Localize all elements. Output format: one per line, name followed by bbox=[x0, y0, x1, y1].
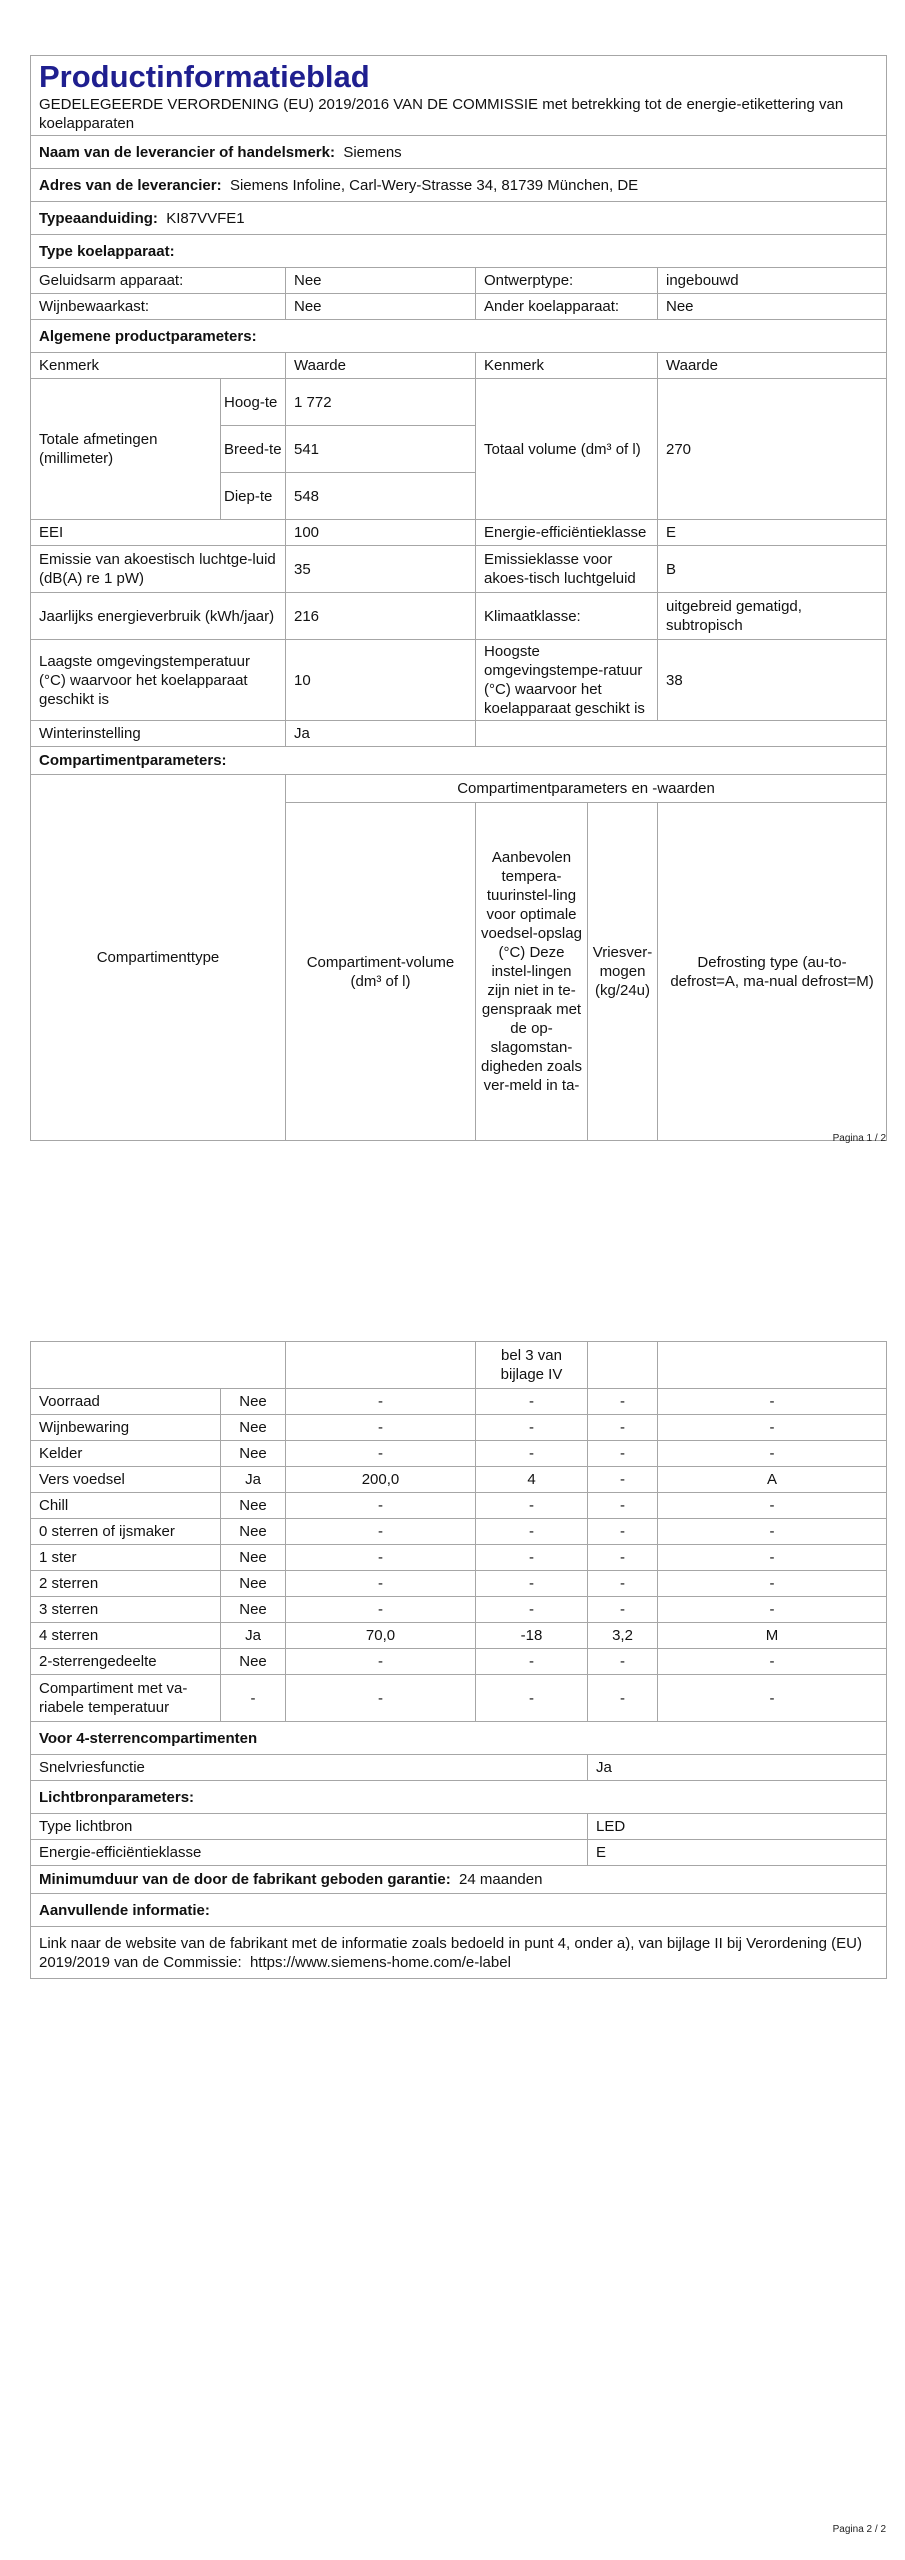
compartment-type: Kelder bbox=[31, 1441, 221, 1467]
extra-info-heading: Aanvullende informatie: bbox=[31, 1894, 887, 1927]
compartment-present: Nee bbox=[221, 1441, 286, 1467]
compartment-rows bbox=[31, 1389, 887, 1722]
compartment-type: Wijnbewaring bbox=[31, 1415, 221, 1441]
empty-cell bbox=[658, 1342, 887, 1389]
compartment-present: Nee bbox=[221, 1649, 286, 1675]
winter-setting-label: Winterinstelling bbox=[31, 721, 286, 747]
compartment-freezing-capacity: - bbox=[588, 1675, 658, 1722]
param-value: E bbox=[658, 520, 887, 546]
compartment-freezing-capacity: - bbox=[588, 1415, 658, 1441]
param-label: Emissieklasse voor akoes-tisch luchtgeluid bbox=[476, 546, 658, 593]
compartment-freezing-capacity: 3,2 bbox=[588, 1623, 658, 1649]
param-label: Laagste omgevingstemperatuur (°C) waarvoor het koelapparaat geschikt is bbox=[31, 640, 286, 721]
table-row bbox=[31, 1649, 887, 1675]
compartment-temperature: - bbox=[476, 1545, 588, 1571]
param-label: EEI bbox=[31, 520, 286, 546]
compartment-present: Nee bbox=[221, 1415, 286, 1441]
param-value: B bbox=[658, 546, 887, 593]
dimension-height-value: 1 772 bbox=[286, 379, 476, 426]
type-label: Ontwerptype: bbox=[476, 268, 658, 294]
compartment-temperature: - bbox=[476, 1597, 588, 1623]
empty-cell bbox=[476, 721, 887, 747]
param-value: uitgebreid gematigd, subtropisch bbox=[658, 593, 887, 640]
compartment-freezing-capacity: - bbox=[588, 1597, 658, 1623]
fast-freeze-label: Snelvriesfunctie bbox=[31, 1755, 588, 1781]
empty-cell bbox=[588, 1342, 658, 1389]
param-label: Hoogste omgevingstempe-ratuur (°C) waarvoor het koelapparaat geschikt is bbox=[476, 640, 658, 721]
compartment-type: 3 sterren bbox=[31, 1597, 221, 1623]
dimension-height-label: Hoog-te bbox=[221, 379, 286, 426]
compartment-type: Chill bbox=[31, 1493, 221, 1519]
compartment-present: Nee bbox=[221, 1545, 286, 1571]
compartment-temperature: - bbox=[476, 1441, 588, 1467]
extra-info-text: Link naar de website van de fabrikant met de informatie zoals bedoeld in punt 4, onder a), van bijlage II bij Verordening (EU) 2019/2019 van de Commissie: bbox=[39, 1934, 862, 1971]
compartment-defrost-type: - bbox=[658, 1415, 887, 1441]
type-section-heading: Type koelapparaat: bbox=[31, 235, 887, 268]
compartment-freezing-capacity: - bbox=[588, 1389, 658, 1415]
defrosting-type-header: Defrosting type (au-to-defrost=A, ma-nual defrost=M) bbox=[658, 803, 887, 1141]
compartment-defrost-type: - bbox=[658, 1493, 887, 1519]
compartment-present: Nee bbox=[221, 1571, 286, 1597]
compartment-volume-header: Compartiment-volume (dm³ of l) bbox=[286, 803, 476, 1141]
compartment-freezing-capacity: - bbox=[588, 1441, 658, 1467]
compartment-defrost-type: - bbox=[658, 1441, 887, 1467]
supplier-address-value: Siemens Infoline, Carl-Wery-Strasse 34, 81739 München, DE bbox=[229, 176, 639, 194]
empty-cell bbox=[31, 1342, 286, 1389]
column-header-waarde: Waarde bbox=[658, 353, 887, 379]
compartment-type: 4 sterren bbox=[31, 1623, 221, 1649]
compartment-volume: 70,0 bbox=[286, 1623, 476, 1649]
model-row bbox=[31, 202, 887, 235]
header-cell bbox=[31, 56, 887, 136]
table-row bbox=[31, 1623, 887, 1649]
page-number: Pagina 2 / 2 bbox=[832, 2524, 886, 2535]
compartment-group-header: Compartimentparameters en -waarden bbox=[286, 775, 887, 803]
extra-info-row bbox=[31, 1927, 887, 1979]
param-value: 38 bbox=[658, 640, 887, 721]
compartment-freezing-capacity: - bbox=[588, 1519, 658, 1545]
compartment-type: 0 sterren of ijsmaker bbox=[31, 1519, 221, 1545]
compartment-volume: - bbox=[286, 1493, 476, 1519]
param-label: Jaarlijks energieverbruik (kWh/jaar) bbox=[31, 593, 286, 640]
compartment-defrost-type: - bbox=[658, 1675, 887, 1722]
general-section-heading: Algemene productparameters: bbox=[31, 320, 887, 353]
param-label: Emissie van akoestisch luchtge-luid (dB(A) re 1 pW) bbox=[31, 546, 286, 593]
warranty-label: Minimumduur van de door de fabrikant geboden garantie: bbox=[39, 1871, 451, 1888]
empty-cell bbox=[286, 1342, 476, 1389]
compartment-volume: - bbox=[286, 1545, 476, 1571]
compartment-freezing-capacity: - bbox=[588, 1571, 658, 1597]
compartment-continued-table bbox=[30, 1341, 887, 1979]
compartment-temperature: - bbox=[476, 1415, 588, 1441]
table-row bbox=[31, 1675, 887, 1722]
light-type-label: Type lichtbron bbox=[31, 1814, 588, 1840]
warranty-value: 24 maanden bbox=[459, 1871, 543, 1888]
compartment-section-heading: Compartimentparameters: bbox=[31, 747, 887, 775]
compartment-volume: - bbox=[286, 1441, 476, 1467]
light-class-label: Energie-efficiëntieklasse bbox=[31, 1840, 588, 1866]
compartment-type-header: Compartimenttype bbox=[31, 775, 286, 1141]
compartment-volume: - bbox=[286, 1597, 476, 1623]
supplier-address-label: Adres van de leverancier: bbox=[39, 176, 222, 194]
compartment-defrost-type: - bbox=[658, 1649, 887, 1675]
compartment-volume: 200,0 bbox=[286, 1467, 476, 1493]
compartment-volume: - bbox=[286, 1389, 476, 1415]
light-class-value: E bbox=[588, 1840, 887, 1866]
product-info-table bbox=[30, 55, 887, 1141]
compartment-freezing-capacity: - bbox=[588, 1649, 658, 1675]
compartment-temperature: 4 bbox=[476, 1467, 588, 1493]
param-label: Energie-efficiëntieklasse bbox=[476, 520, 658, 546]
supplier-name-row bbox=[31, 136, 887, 169]
param-value: 35 bbox=[286, 546, 476, 593]
compartment-freezing-capacity: - bbox=[588, 1467, 658, 1493]
compartment-defrost-type: - bbox=[658, 1571, 887, 1597]
param-label: Klimaatklasse: bbox=[476, 593, 658, 640]
dimension-depth-value: 548 bbox=[286, 473, 476, 520]
table-row bbox=[31, 1467, 887, 1493]
type-label: Geluidsarm apparaat: bbox=[31, 268, 286, 294]
table-row bbox=[31, 1415, 887, 1441]
total-volume-value: 270 bbox=[658, 379, 887, 520]
column-header-waarde: Waarde bbox=[286, 353, 476, 379]
compartment-type: 2-sterrengedeelte bbox=[31, 1649, 221, 1675]
compartment-defrost-type: A bbox=[658, 1467, 887, 1493]
type-value: ingebouwd bbox=[658, 268, 887, 294]
winter-setting-value: Ja bbox=[286, 721, 476, 747]
dimension-depth-label: Diep-te bbox=[221, 473, 286, 520]
compartment-volume: - bbox=[286, 1649, 476, 1675]
compartment-type: Vers voedsel bbox=[31, 1467, 221, 1493]
compartment-temperature: - bbox=[476, 1571, 588, 1597]
compartment-temperature: - bbox=[476, 1389, 588, 1415]
compartment-present: Nee bbox=[221, 1597, 286, 1623]
light-section-heading: Lichtbronparameters: bbox=[31, 1781, 887, 1814]
compartment-temperature: - bbox=[476, 1649, 588, 1675]
page-number: Pagina 1 / 2 bbox=[832, 1133, 886, 1144]
param-value: 10 bbox=[286, 640, 476, 721]
compartment-defrost-type: - bbox=[658, 1519, 887, 1545]
compartment-volume: - bbox=[286, 1571, 476, 1597]
compartment-temperature: - bbox=[476, 1519, 588, 1545]
regulation-subtitle: GEDELEGEERDE VERORDENING (EU) 2019/2016 VAN DE COMMISSIE met betrekking tot de energie-etikettering van koelapparaten bbox=[39, 96, 844, 132]
type-label: Ander koelapparaat: bbox=[476, 294, 658, 320]
column-header-kenmerk: Kenmerk bbox=[31, 353, 286, 379]
page-1 bbox=[30, 55, 886, 1191]
e-label-link[interactable]: https://www.siemens-home.com/e-label bbox=[249, 1953, 511, 1971]
type-value: Nee bbox=[286, 268, 476, 294]
warranty-row bbox=[31, 1866, 887, 1894]
compartment-volume: - bbox=[286, 1519, 476, 1545]
recommended-temperature-header-continued: bel 3 van bijlage IV bbox=[476, 1342, 588, 1389]
param-value: 216 bbox=[286, 593, 476, 640]
supplier-name-value: Siemens bbox=[343, 143, 402, 161]
table-row bbox=[31, 1597, 887, 1623]
compartment-defrost-type: - bbox=[658, 1597, 887, 1623]
dimension-width-label: Breed-te bbox=[221, 426, 286, 473]
type-label: Wijnbewaarkast: bbox=[31, 294, 286, 320]
model-label: Typeaanduiding: bbox=[39, 209, 158, 227]
dimension-width-value: 541 bbox=[286, 426, 476, 473]
compartment-freezing-capacity: - bbox=[588, 1545, 658, 1571]
compartment-present: Nee bbox=[221, 1519, 286, 1545]
compartment-defrost-type: M bbox=[658, 1623, 887, 1649]
supplier-address-row bbox=[31, 169, 887, 202]
compartment-present: Nee bbox=[221, 1493, 286, 1519]
param-value: 100 bbox=[286, 520, 476, 546]
fast-freeze-value: Ja bbox=[588, 1755, 887, 1781]
table-row bbox=[31, 1441, 887, 1467]
type-value: Nee bbox=[286, 294, 476, 320]
dimensions-label: Totale afmetingen (millimeter) bbox=[31, 379, 221, 520]
compartment-type: 2 sterren bbox=[31, 1571, 221, 1597]
compartment-volume: - bbox=[286, 1675, 476, 1722]
compartment-type: Compartiment met va-riabele temperatuur bbox=[31, 1675, 221, 1722]
freezing-capacity-header: Vriesver-mogen (kg/24u) bbox=[588, 803, 658, 1141]
column-header-kenmerk: Kenmerk bbox=[476, 353, 658, 379]
compartment-present: - bbox=[221, 1675, 286, 1722]
compartment-temperature: - bbox=[476, 1493, 588, 1519]
compartment-freezing-capacity: - bbox=[588, 1493, 658, 1519]
model-value: KI87VVFE1 bbox=[166, 209, 245, 227]
table-row bbox=[31, 1493, 887, 1519]
compartment-type: Voorraad bbox=[31, 1389, 221, 1415]
table-row bbox=[31, 1571, 887, 1597]
compartment-volume: - bbox=[286, 1415, 476, 1441]
compartment-present: Nee bbox=[221, 1389, 286, 1415]
recommended-temperature-header: Aanbevolen tempera-tuurinstel-ling voor optimale voedsel-opslag (°C) Deze instel-lingen zijn niet in te-genspraak met de op-slagomstan-digheden zoals ver-meld in ta- bbox=[476, 803, 588, 1141]
compartment-defrost-type: - bbox=[658, 1389, 887, 1415]
type-value: Nee bbox=[658, 294, 887, 320]
supplier-name-label: Naam van de leverancier of handelsmerk: bbox=[39, 143, 335, 161]
page-title: Productinformatieblad bbox=[39, 59, 370, 94]
compartment-temperature: - bbox=[476, 1675, 588, 1722]
compartment-type: 1 ster bbox=[31, 1545, 221, 1571]
table-row bbox=[31, 1519, 887, 1545]
compartment-present: Ja bbox=[221, 1467, 286, 1493]
table-row bbox=[31, 1389, 887, 1415]
total-volume-label: Totaal volume (dm³ of l) bbox=[476, 379, 658, 520]
table-row bbox=[31, 1545, 887, 1571]
four-star-heading: Voor 4-sterrencompartimenten bbox=[31, 1722, 887, 1755]
page-2 bbox=[30, 1341, 886, 1996]
compartment-present: Ja bbox=[221, 1623, 286, 1649]
light-type-value: LED bbox=[588, 1814, 887, 1840]
compartment-temperature: -18 bbox=[476, 1623, 588, 1649]
compartment-defrost-type: - bbox=[658, 1545, 887, 1571]
